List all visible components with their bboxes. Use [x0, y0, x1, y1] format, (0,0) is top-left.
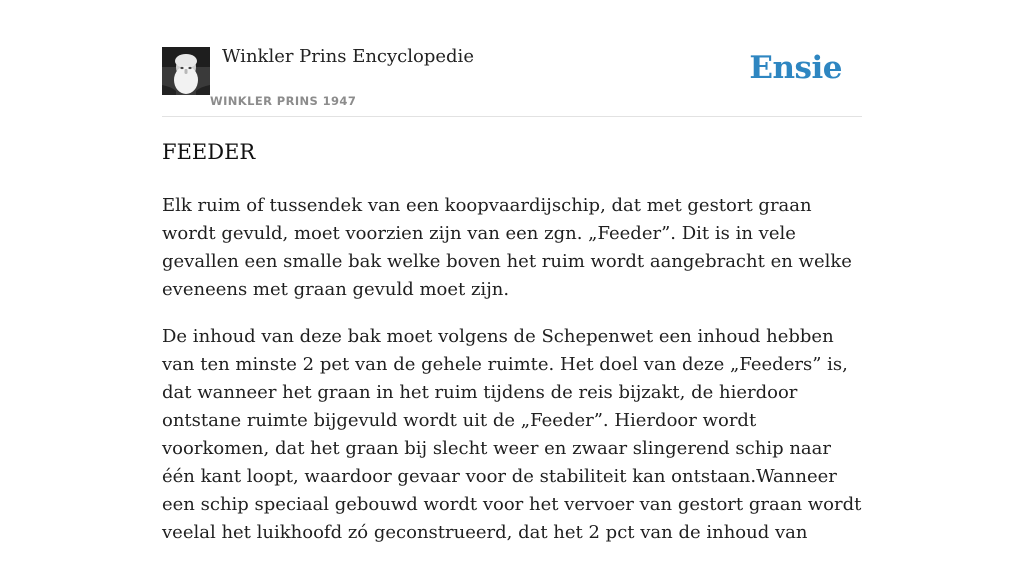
ensie-logo[interactable]: Ensie — [749, 50, 842, 86]
article-title: FEEDER — [162, 140, 256, 164]
author-avatar[interactable] — [162, 47, 210, 95]
source-title[interactable]: Winkler Prins Encyclopedie — [222, 46, 474, 67]
article-body — [162, 192, 868, 566]
portrait-icon — [162, 47, 210, 95]
article-paragraph: Elk ruim of tussendek van een koopvaardijschip, dat met gestort graan wordt gevuld, moet voorzien zijn van een zgn. „Feeder”. Dit is in vele gevallen een smalle bak welke boven het ruim wordt aangebracht en welke eveneens met graan gevuld moet zijn. — [162, 195, 852, 300]
source-header — [162, 46, 862, 117]
article-paragraph: De inhoud van deze bak moet volgens de Schepenwet een inhoud hebben van ten minste 2 pet van de gehele ruimte. Het doel van deze „Feeders” is, dat wanneer het graan in het ruim tijdens de reis bijzakt, de hierdoor ontstane ruimte bijgevuld wordt uit de „Feeder”. Hierdoor wordt voorkomen, dat het graan bij slecht weer en zwaar slingerend schip naar één kant loopt, waardoor gevaar voor de stabiliteit kan ontstaan.Wanneer een schip speciaal gebouwd wordt voor het vervoer van gestort graan wordt veelal het luikhoofd zó geconstrueerd, dat het 2 pct van de inhoud van — [162, 326, 862, 543]
source-subtitle: WINKLER PRINS 1947 — [210, 94, 357, 108]
